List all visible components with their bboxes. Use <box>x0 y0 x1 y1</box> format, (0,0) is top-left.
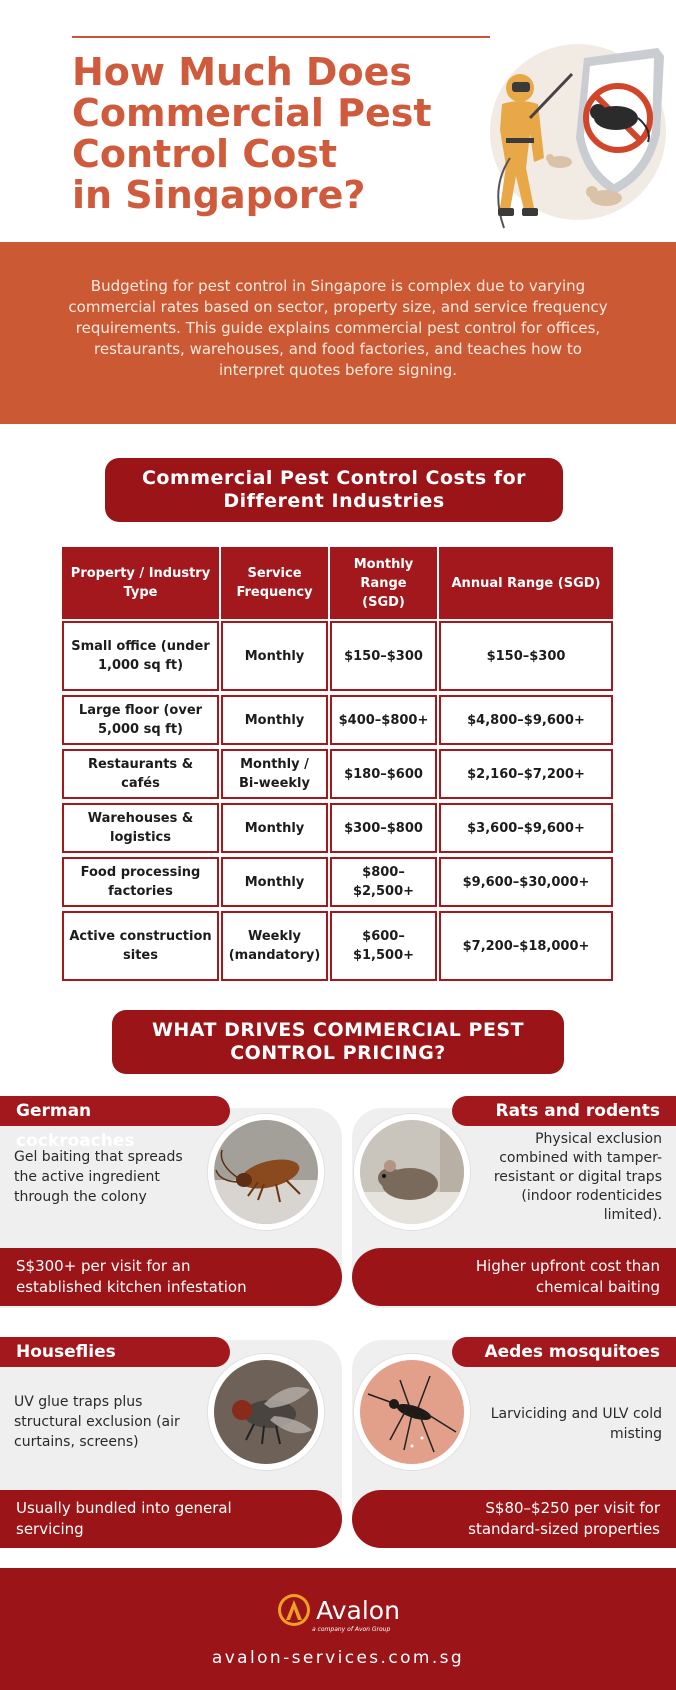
avalon-logo-icon <box>276 1592 312 1628</box>
header-line: Monthly <box>353 556 414 572</box>
column-header <box>62 547 219 619</box>
footer <box>0 1568 676 1690</box>
table-row <box>62 695 613 745</box>
rat-icon <box>360 1120 464 1224</box>
mosquito-photo <box>354 1354 470 1470</box>
header-line: Type <box>123 585 158 600</box>
drivers-section-heading <box>112 1010 564 1074</box>
pest-method-houseflies: UV glue traps plus structural exclusion (air curtains, screens) <box>14 1394 180 1450</box>
table-row <box>62 857 613 907</box>
table-row <box>62 621 613 691</box>
pest-cost-rodents: Higher upfront cost than chemical baiting <box>352 1248 676 1306</box>
rat-photo <box>354 1114 470 1230</box>
cockroach-photo <box>208 1114 324 1230</box>
cell-monthly: $150–$300 <box>330 621 437 691</box>
costs-section-heading <box>105 458 563 522</box>
intro-text: Budgeting for pest control in Singapore is complex due to varying commercial rates based on sector, property size, and service frequency requirements. This guide explains commercial pest control for offices, restaurants, warehouses, and food factories, and teaches how to interpret quotes before signing. <box>68 277 608 379</box>
brand-name: Avalon <box>316 1595 400 1625</box>
cell-frequency: Monthly <box>221 803 328 853</box>
cell-frequency: Monthly / Bi-weekly <box>221 749 328 799</box>
pest-label-mosquitoes: Aedes mosquitoes <box>452 1337 676 1367</box>
title-line: Commercial Pest <box>72 91 432 135</box>
cell-annual: $3,600–$9,600+ <box>439 803 613 853</box>
table-row <box>62 911 613 981</box>
cell-monthly: $300–$800 <box>330 803 437 853</box>
pest-method-cockroaches: Gel baiting that spreads the active ingredient through the colony <box>14 1149 183 1205</box>
heading-line: Commercial Pest Control Costs for <box>141 467 527 489</box>
pest-method-mosquitoes: Larviciding and ULV cold misting <box>490 1406 662 1442</box>
housefly-icon <box>214 1360 318 1464</box>
exterminator-illustration <box>480 38 676 242</box>
cell-monthly: $400–$800+ <box>330 695 437 745</box>
pest-cost-cockroaches: S$300+ per visit for an established kitchen infestation <box>0 1248 342 1306</box>
table-header-row <box>62 547 613 619</box>
table-row <box>62 749 613 799</box>
column-header <box>221 547 328 619</box>
header-line: (SGD) <box>362 594 405 610</box>
column-header <box>439 547 613 619</box>
header-line: Range <box>360 575 407 591</box>
title-line: How Much Does <box>72 50 412 94</box>
cell-frequency: Monthly <box>221 695 328 745</box>
heading-line: WHAT DRIVES COMMERCIAL PEST <box>151 1019 525 1041</box>
cell-monthly: $600–$1,500+ <box>330 911 437 981</box>
cockroach-icon <box>214 1120 318 1224</box>
table-row <box>62 803 613 853</box>
pest-method-rodents: Physical exclusion combined with tamper- resistant or digital traps (indoor rodenticides limited). <box>493 1131 662 1223</box>
cell-monthly: $180–$600 <box>330 749 437 799</box>
mosquito-icon <box>360 1360 464 1464</box>
header-line: Property / Industry <box>70 566 211 581</box>
pest-cost-houseflies: Usually bundled into general servicing <box>0 1490 342 1548</box>
cell-annual: $2,160–$7,200+ <box>439 749 613 799</box>
heading-line: CONTROL PRICING? <box>230 1042 446 1064</box>
avalon-logo[interactable] <box>0 1590 676 1630</box>
header-line: Annual Range (SGD) <box>451 575 601 591</box>
cell-annual: $9,600–$30,000+ <box>439 857 613 907</box>
cell-property-type: Small office (under 1,000 sq ft) <box>62 621 219 691</box>
title-line: Control Cost <box>72 132 338 176</box>
title-line: in Singapore? <box>72 173 366 217</box>
header-line: Frequency <box>236 585 313 600</box>
cell-frequency: Monthly <box>221 621 328 691</box>
cell-annual: $150–$300 <box>439 621 613 691</box>
cell-property-type: Warehouses & logistics <box>62 803 219 853</box>
housefly-photo <box>208 1354 324 1470</box>
cell-monthly: $800– $2,500+ <box>330 857 437 907</box>
website-link[interactable]: avalon-services.com.sg <box>211 1648 465 1668</box>
pest-label-cockroaches: German cockroaches <box>0 1096 230 1126</box>
header-rule <box>72 36 490 38</box>
brand-tagline: a company of Avon Group <box>312 1626 391 1633</box>
cell-frequency: Monthly <box>221 857 328 907</box>
cell-property-type: Restaurants & cafés <box>62 749 219 799</box>
heading-line: Different Industries <box>223 490 445 512</box>
cell-property-type: Active construction sites <box>62 911 219 981</box>
cell-property-type: Large floor (over 5,000 sq ft) <box>62 695 219 745</box>
pest-label-houseflies: Houseflies <box>0 1337 230 1367</box>
cell-annual: $4,800–$9,600+ <box>439 695 613 745</box>
intro-band <box>0 242 676 424</box>
cell-annual: $7,200–$18,000+ <box>439 911 613 981</box>
pest-cost-mosquitoes: S$80–$250 per visit for standard-sized properties <box>352 1490 676 1548</box>
header <box>0 0 676 242</box>
page-title <box>72 52 492 216</box>
cell-property-type: Food processing factories <box>62 857 219 907</box>
cell-frequency: Weekly (mandatory) <box>221 911 328 981</box>
header-line: Service <box>247 566 302 581</box>
pest-label-rodents: Rats and rodents <box>452 1096 676 1126</box>
column-header <box>330 547 437 619</box>
